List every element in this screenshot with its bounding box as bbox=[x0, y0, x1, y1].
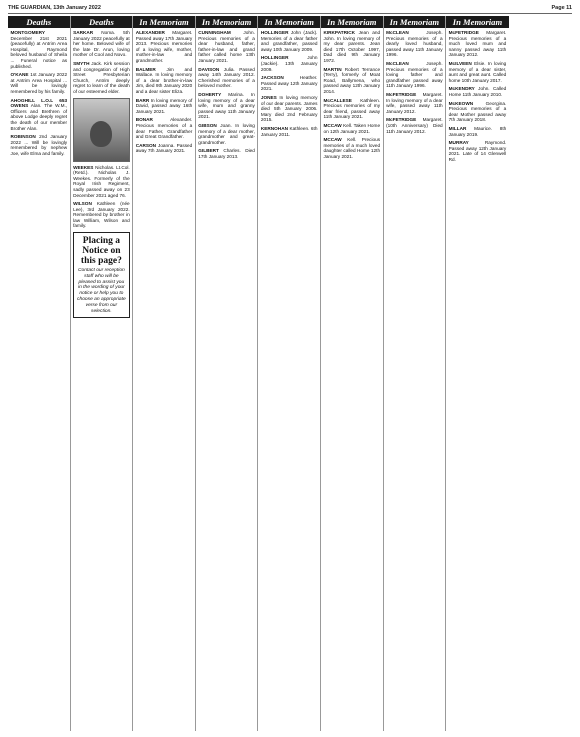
notice-text: Kell. Taken Home on 12th January 2021. bbox=[323, 122, 381, 134]
section-heading: In Memoriam bbox=[384, 16, 446, 28]
notices-grid bbox=[8, 16, 572, 731]
notice bbox=[136, 117, 193, 139]
column-2 bbox=[71, 16, 134, 731]
notice-name: DOHERTY bbox=[198, 91, 222, 97]
notice-name: McCLEAN bbox=[386, 30, 409, 35]
notice bbox=[323, 137, 380, 159]
notice bbox=[73, 30, 130, 58]
notice bbox=[11, 30, 68, 69]
promo-text: Contact our reception staff who will be pleased to assist you in the wording of your notice or help you to choose an appropriate verse from our selection. bbox=[77, 268, 126, 314]
notice-name: McILVEEN bbox=[448, 60, 472, 66]
notice-name: DAVISON bbox=[198, 66, 220, 72]
notice-text: Marina. In loving memory of a dear wife, mum and granny passed away 11th January 2021. bbox=[198, 91, 255, 120]
notice-name: CUNNINGHAM bbox=[198, 30, 231, 35]
notice-text: In loving memory of our dear parents. James died 5th January 2006. Mary died 2nd February 2015. bbox=[260, 94, 318, 123]
notice-name: JONES bbox=[260, 94, 277, 100]
notice-name: GILBERT bbox=[198, 148, 219, 154]
notice bbox=[136, 67, 193, 95]
notice-name: O'KANE bbox=[10, 72, 29, 78]
column-1 bbox=[8, 16, 71, 731]
notice-name: BALMER bbox=[135, 66, 156, 72]
notice-name: McFETRIDGE bbox=[386, 117, 417, 123]
notice-name: KERNOHAN bbox=[260, 125, 288, 131]
notice-name: MCCAW bbox=[323, 122, 342, 128]
notice-text: Jim and Wallace. In loving memory of a dear brother-in-law Jim, died 9th January 2020 and a dear sister Eliza. bbox=[135, 66, 193, 94]
notice bbox=[261, 75, 318, 92]
notice-name: SMYTH bbox=[73, 60, 90, 66]
notice-text: Margaret. Precious memories of a much loved mum and nanny passed away 11th January 2012. bbox=[448, 30, 507, 58]
notice bbox=[449, 101, 507, 123]
notice-text: Joseph. Precious memories of a loving father and grandfather passed away 11th January 1996. bbox=[386, 60, 443, 89]
notice bbox=[261, 95, 318, 123]
notice-text: 1st January 2022 at Antrim Area Hospital ... Will be lovingly remembered by his family. bbox=[10, 72, 68, 94]
column-8 bbox=[446, 16, 509, 731]
notice-text: Joan. In loving memory of a dear mother, grandmother and great-grandmother. bbox=[198, 122, 255, 145]
notice-name: CARSON bbox=[135, 142, 157, 148]
notice bbox=[198, 30, 255, 64]
notice-text: John. Called Home 11th January 2010. bbox=[448, 86, 507, 97]
notice-name: McCALLESE bbox=[323, 97, 352, 103]
placing-notice-box bbox=[73, 232, 130, 318]
notice bbox=[449, 126, 507, 137]
notice-name: MONTGOMERY bbox=[10, 30, 45, 35]
notice-text: Kathleen. 6th January 2011. bbox=[260, 125, 318, 137]
notice bbox=[449, 86, 507, 97]
notice bbox=[198, 148, 255, 159]
portrait-photo bbox=[73, 98, 130, 162]
notice-name: MCCAW bbox=[323, 137, 342, 143]
notice-text: Kathleen (née Lee), 3rd January 2022. Remembered by brother in law William, Wilson and family. bbox=[73, 201, 130, 229]
notice-text: John (Jackie). 13th January 2009. bbox=[260, 55, 318, 72]
header-rule bbox=[8, 13, 572, 14]
notice-name: WILSON bbox=[73, 201, 92, 207]
notice-name: MARTIN bbox=[323, 66, 342, 72]
notice-name: McFETRIDGE bbox=[448, 30, 479, 35]
notice bbox=[136, 98, 193, 115]
notice bbox=[136, 143, 193, 154]
notice-text: John (Jack). Memories of a dear father and grandfather, passed away 10th January 2009. bbox=[260, 30, 318, 52]
notice-name: KIRKPATRICK bbox=[323, 30, 356, 35]
section-heading: Deaths bbox=[8, 16, 70, 28]
notice bbox=[11, 98, 68, 132]
notice bbox=[73, 61, 130, 95]
notice-text: Alan. The W.M., Officers and Brethren of above Lodge deeply regret the death of our member Brother Alan. bbox=[10, 103, 68, 131]
notice bbox=[198, 67, 255, 89]
notice-text: Noma. 5th January 2022 peacefully at her home. Beloved wife of the late Dr. Arun, loving mother of Cool and Novo. bbox=[73, 30, 130, 58]
section-heading: In Memoriam bbox=[133, 16, 195, 28]
notice-name: BONAR bbox=[135, 117, 153, 123]
notice bbox=[198, 123, 255, 145]
column-4 bbox=[196, 16, 259, 731]
promo-title: Placing a Notice on this page? bbox=[80, 236, 122, 267]
notice bbox=[449, 30, 507, 58]
notice-text: Heather. Passed away 12th January 2021. bbox=[260, 75, 318, 92]
notice-text: Margaret. In loving memory of a dear wife, passed away 11th January 2012. bbox=[386, 91, 443, 114]
notice-text: Joseph. Precious memories of a dearly loved husband, passed away 11th January 1996. bbox=[386, 30, 443, 58]
notice-text: John. Precious memories of a dear husband, father, father-in-law and grand father called home 13th January 2021. bbox=[198, 30, 255, 63]
notice-name: BARR bbox=[135, 97, 150, 103]
notice bbox=[386, 61, 443, 89]
notice-name: McKENDRY bbox=[448, 86, 475, 92]
notice bbox=[73, 201, 130, 229]
notice bbox=[11, 72, 68, 94]
notice-text: Kathleen. Precious memories of my dear friend, passed away 11th January 2021. bbox=[323, 97, 381, 120]
notice-text: Kell. Precious memories of a much loved daughter called Home 12th January 2021. bbox=[323, 137, 381, 159]
notice bbox=[261, 30, 318, 52]
notice-name: JACKSON bbox=[260, 75, 284, 81]
notice-name: MURRAY bbox=[448, 140, 469, 146]
notice bbox=[386, 30, 443, 58]
notice bbox=[73, 165, 130, 199]
notice-text: Robert Terrance (Terry), formerly of Moat Road, Ballymena, who passed away 12th January 2014. bbox=[323, 66, 381, 94]
notice bbox=[261, 55, 318, 72]
notice-name: McCLEAN bbox=[386, 60, 409, 66]
section-heading: Deaths bbox=[71, 16, 133, 28]
notice bbox=[11, 134, 68, 156]
notice-name: McFETRIDGE bbox=[386, 91, 417, 97]
notice bbox=[323, 123, 380, 134]
section-heading: In Memoriam bbox=[446, 16, 509, 28]
notice bbox=[323, 98, 380, 120]
page-number: Page 11 bbox=[551, 5, 572, 11]
notice bbox=[386, 92, 443, 114]
notice-text: 2nd January 2022 ... Will be lovingly remembered by nephew Joe, wife Elma and family. bbox=[10, 134, 68, 156]
notice-text: Nicholas. Lt.Col. (Retd.). Nicholas J. Weekes. Formerly of the Royal Irish Regiment, sadly passed away on 23 December 2021 aged 76. bbox=[73, 164, 130, 198]
notice-name: WEEKES bbox=[73, 164, 94, 170]
notice-name: GIBSON bbox=[198, 122, 217, 128]
notice-text: Joanna. Passed away 7th January 2021. bbox=[135, 142, 193, 154]
column-5 bbox=[258, 16, 321, 731]
column-6 bbox=[321, 16, 384, 731]
notice-text: Jack. Kirk session and congregation of High Street Presbyterian Church, Antrim deeply regret to learn of the death of our esteemed elder. bbox=[73, 60, 130, 94]
section-heading: In Memoriam bbox=[196, 16, 258, 28]
notice-text: Jean and John. In loving memory of my dear parents. Jean died 17th October 1997, Dad died 9th January 1972. bbox=[323, 30, 381, 63]
publication-name: THE GUARDIAN, 13th January 2022 bbox=[8, 5, 101, 11]
notice-text: Elsie. In loving memory of a dear sister, aunt and great aunt. Called home 10th January 2017. bbox=[448, 60, 507, 83]
notice bbox=[449, 61, 507, 83]
notice-name: AHOGHILL L.O.L 653 OWENS bbox=[10, 97, 68, 109]
notice-name: SARKAR bbox=[73, 30, 94, 35]
notice bbox=[323, 67, 380, 95]
notice-text: Georgina. Precious memories of a dear Mother passed away 7th January 2018. bbox=[448, 100, 507, 123]
notice-text: Margaret. Passed away 17th January 2013. Precious memories of a loving wife, mother, mother-in-law and grandmother. bbox=[135, 30, 193, 63]
portrait-figure bbox=[90, 121, 112, 147]
notice bbox=[136, 30, 193, 64]
notice-text: In loving memory of David, passed away 16th January 2021. bbox=[135, 97, 193, 114]
notice-name: HOLLINGER bbox=[260, 30, 289, 35]
notice bbox=[449, 140, 507, 162]
notice-name: ALEXANDER bbox=[135, 30, 165, 35]
notice bbox=[386, 117, 443, 134]
notice-name: ROBINSON bbox=[10, 134, 36, 140]
notice-text: Margaret. (10th Anniversary) Died 11th January 2012. bbox=[386, 117, 443, 134]
notice-text: Julia. Passed away 14th January 2012. Cherished memories of a beloved mother. bbox=[198, 66, 255, 89]
column-3 bbox=[133, 16, 196, 731]
column-7 bbox=[384, 16, 447, 731]
notice-text: Maurice. 8th January 2019. bbox=[448, 125, 507, 137]
section-heading: In Memoriam bbox=[321, 16, 383, 28]
notice-text: Alexander. Precious memories of a dear Father, Grandfather and Great Grandfather. bbox=[135, 117, 193, 140]
notice-name: MILLAR bbox=[448, 125, 467, 131]
notice-name: McKEOWN bbox=[448, 100, 474, 106]
section-heading: In Memoriam bbox=[258, 16, 320, 28]
notice-name: HOLLINGER bbox=[260, 55, 289, 61]
notice-text: Raymond. Passed away 12th January 2021. Late of 14 Glenwell Rd. bbox=[448, 140, 507, 162]
notice-text: December 21st 2021 (peacefully) at Antrim Area Hospital, Raymond beloved husband of Sheila ... Funeral notice as published. bbox=[10, 35, 68, 69]
notice bbox=[261, 126, 318, 137]
notice-text: Charles. Died 17th January 2013. bbox=[198, 148, 255, 159]
notice bbox=[198, 92, 255, 120]
notice bbox=[323, 30, 380, 64]
